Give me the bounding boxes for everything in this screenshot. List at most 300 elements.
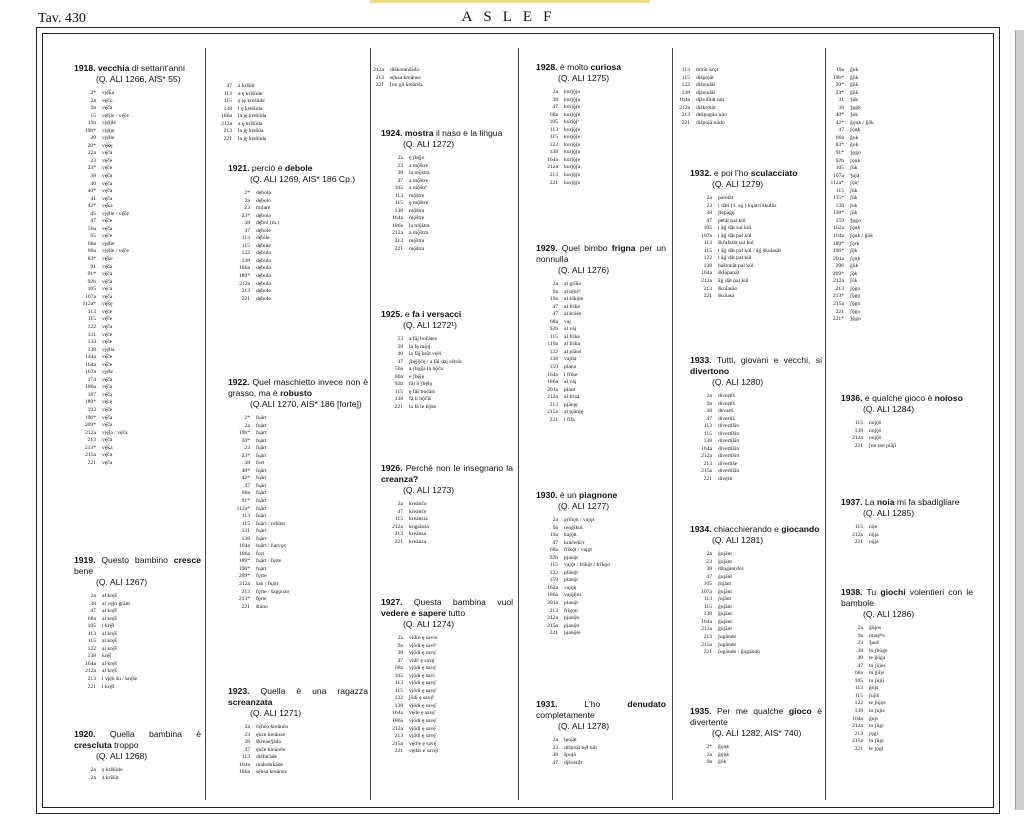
entry-number: 1925. <box>381 309 403 319</box>
locality-code: 47 <box>397 177 403 184</box>
locality-code: 115 <box>681 74 690 81</box>
locality-code: 215a <box>852 738 863 745</box>
response-row <box>690 581 822 589</box>
response-row <box>381 703 513 711</box>
dialect-form: pjānję <box>564 401 578 408</box>
locality-code: 209* <box>238 573 250 580</box>
dialect-form: i āįj dāt pal kūl <box>718 232 752 239</box>
dialect-form: l ę krešūda <box>238 105 263 112</box>
response-row <box>74 616 201 624</box>
response-row <box>536 134 666 142</box>
dialect-form: baštonāt pal kūl <box>718 262 754 269</box>
response-row <box>536 326 666 334</box>
dialect-form: ʃǫu̯k <box>850 157 861 164</box>
locality-code: 189* <box>238 558 250 565</box>
response-row <box>381 748 513 756</box>
response-row <box>822 195 972 203</box>
dialect-form: ǯǫǵk <box>850 104 861 111</box>
response-row <box>536 104 666 112</box>
response-row <box>841 738 973 746</box>
locality-code: 115 <box>703 603 712 610</box>
response-row <box>841 708 973 716</box>
locality-code: 47 <box>90 608 96 615</box>
locality-code: 131 <box>241 528 250 535</box>
dialect-form: kreānza <box>409 538 427 545</box>
locality-code: 68a <box>549 318 558 325</box>
dialect-form: tu ʃūgi <box>869 738 884 745</box>
response-row <box>228 250 368 258</box>
locality-code: 19a <box>549 296 558 303</box>
dialect-form: vīdīᵉ ę savę̄ <box>409 657 435 664</box>
dialect-form: al frīka <box>564 341 580 348</box>
locality-code: 164a <box>679 97 690 104</box>
locality-code: 186a <box>547 592 558 599</box>
response-row <box>228 596 368 604</box>
dialect-form: ʃbę̄jǭčę / a fāi daj eštrāc <box>409 358 463 365</box>
dialect-form: diškrotāt <box>696 104 716 111</box>
entry-number: 1930. <box>536 490 558 500</box>
dialect-form: a mǭštrᵉ <box>409 185 428 192</box>
response-list <box>841 625 973 753</box>
response-list <box>228 724 368 777</box>
locality-code: 68a <box>394 665 403 672</box>
dialect-form: ę̄nče kreānče <box>256 746 286 753</box>
locality-code: 31 <box>838 97 844 104</box>
locality-code: 68a <box>87 240 96 247</box>
dialect-form: planǭt <box>564 600 578 607</box>
response-row <box>841 693 973 701</box>
entry-heading <box>841 497 973 519</box>
response-row <box>536 311 666 319</box>
response-row <box>536 737 666 745</box>
response-row <box>228 769 368 777</box>
locality-code: 164a <box>85 660 96 667</box>
dialect-form: škłapanāt <box>718 270 740 277</box>
response-list <box>74 767 201 782</box>
response-row <box>822 173 972 181</box>
dialect-form: vjōdi ę savę̄ <box>409 665 436 672</box>
locality-code: 167a <box>85 369 96 376</box>
dialect-form: vę̄tjle / vę̄če <box>102 112 130 119</box>
locality-code: 164a <box>701 618 712 625</box>
locality-code: 212a <box>833 278 844 285</box>
response-row <box>690 604 822 612</box>
response-row <box>822 241 972 249</box>
dialect-form: dę̄bole <box>256 295 271 302</box>
locality-code: 212a <box>701 626 712 633</box>
response-list <box>668 67 818 127</box>
dialect-form: ǧōk <box>850 74 859 81</box>
response-row <box>74 324 201 332</box>
response-row <box>362 67 512 75</box>
response-row <box>536 532 666 540</box>
locality-code: 38 <box>552 96 558 103</box>
dialect-form: nojǭš <box>869 427 882 434</box>
dialect-form: la mǭštra <box>409 222 430 229</box>
locality-code: 212a <box>679 104 690 111</box>
dialect-form: šan / fu̯ārt <box>256 581 279 588</box>
response-row <box>536 547 666 555</box>
locality-code: 20* <box>241 437 250 444</box>
response-row <box>822 90 972 98</box>
locality-code: 138 <box>223 105 232 112</box>
response-row <box>228 558 368 566</box>
response-row <box>381 733 513 741</box>
dialect-form: dįšnudāt <box>696 89 715 96</box>
heading-text: Questa bambina vuol <box>413 597 514 607</box>
locality-code: 221 <box>87 683 96 690</box>
response-row <box>381 155 513 163</box>
locality-code: 122 <box>87 323 96 330</box>
dialect-form: to ʃbūǵe <box>869 647 888 654</box>
response-row <box>228 228 368 236</box>
response-row <box>536 164 666 172</box>
response-row <box>74 128 201 136</box>
response-row <box>74 601 201 609</box>
dialect-form: ʃǫgi <box>869 730 879 737</box>
dialect-form: kreānsia <box>409 516 428 523</box>
source-reference: (Q. ALI 1275) <box>558 73 610 83</box>
locality-code: 80a <box>87 248 96 255</box>
locality-code: 47 <box>397 508 403 515</box>
locality-code: 213 <box>375 74 384 81</box>
dialect-form: kurjǭʃe <box>564 111 581 118</box>
dialect-form: dįšvilītāt nūt <box>696 97 725 104</box>
response-row <box>74 188 201 196</box>
dialect-form: fu̯ārt / ñarvǫs <box>256 543 286 550</box>
response-row <box>841 539 973 547</box>
locality-code: 2a <box>706 195 712 201</box>
headword: creanza? <box>381 474 419 484</box>
response-row <box>381 539 513 547</box>
locality-code: 105 <box>549 119 558 126</box>
locality-code: 107a <box>833 172 844 179</box>
locality-code: 115 <box>87 316 96 323</box>
locality-code: 112a* <box>82 301 96 308</box>
response-row <box>536 127 666 135</box>
dialect-form: dišfaťāde <box>256 754 278 761</box>
response-row <box>74 676 201 684</box>
dialect-form: kreānčo <box>409 501 427 507</box>
response-list <box>381 155 513 253</box>
dialect-form: kreānsa <box>409 531 427 538</box>
dialect-form: al krę̄š <box>102 668 117 675</box>
dialect-form: al frīke <box>564 303 580 310</box>
headword: vedere e sapere <box>381 608 446 618</box>
dialect-form: vę̄ča <box>102 271 113 278</box>
locality-code: 138 <box>703 611 712 618</box>
locality-code: 2a <box>90 593 96 599</box>
source-reference: (Q. ALI 1272¹) <box>403 320 457 330</box>
response-row <box>536 745 666 753</box>
locality-code: 213 <box>223 128 232 135</box>
locality-code: 115 <box>854 692 863 699</box>
dialect-form: vę̄ča <box>102 173 113 180</box>
response-row <box>690 596 822 604</box>
locality-code: 113 <box>681 67 690 73</box>
heading-text: e qualche gioco è <box>864 393 935 403</box>
response-row <box>841 625 973 633</box>
dialect-form: vę̄če <box>102 233 113 240</box>
response-row <box>210 106 360 114</box>
source-reference: (Q. ALI 1281) <box>712 535 764 545</box>
entry-1930 <box>536 490 666 638</box>
response-row <box>74 181 201 189</box>
locality-code: 115 <box>703 247 712 254</box>
dialect-form: vę̄ča <box>102 225 113 232</box>
response-row <box>841 428 973 436</box>
locality-code: 68a <box>87 615 96 622</box>
dialect-form: vę̄ča <box>102 195 113 202</box>
response-row <box>74 646 201 654</box>
dialect-form: vajǭlint <box>564 592 582 599</box>
dialect-form: vę̄če <box>102 316 113 323</box>
dialect-form: la mǭstra <box>409 170 430 177</box>
dialect-form: al krę̄š <box>102 638 117 645</box>
response-row <box>381 509 513 517</box>
response-row <box>690 759 822 767</box>
response-row <box>381 524 513 532</box>
entry-heading <box>536 62 666 84</box>
response-row <box>690 461 822 469</box>
dialect-form: ʃǫu̯k <box>850 127 861 134</box>
response-row <box>74 203 201 211</box>
response-row <box>381 178 513 186</box>
response-row <box>74 422 201 430</box>
heading-text: il naso e la lingua <box>433 128 503 138</box>
response-row <box>536 142 666 150</box>
dialect-form: fu̯ārt <box>256 467 267 474</box>
locality-code: 221 <box>549 630 558 637</box>
response-list <box>841 524 973 547</box>
dialect-form: ʃogāndo / ǧogāndo <box>718 649 760 656</box>
locality-code: 113 <box>703 240 712 247</box>
locality-code: 20* <box>87 142 96 149</box>
locality-code: 83* <box>87 256 96 263</box>
source-reference: (Q. ALI 1267) <box>96 577 148 587</box>
response-row <box>228 739 368 747</box>
locality-code: 213 <box>549 607 558 614</box>
locality-code: 68a <box>549 547 558 554</box>
dialect-form: fu̯ārt <box>256 437 267 444</box>
entry-1923 <box>228 686 368 777</box>
dialect-form: kurjǭʃa <box>564 149 581 156</box>
dialect-form: al vę̄jn grānt <box>102 600 130 607</box>
dialect-form: pjanǭn <box>564 622 580 629</box>
locality-code: 186a <box>239 265 250 272</box>
dialect-form: al vāj <box>564 326 577 333</box>
locality-code: 40* <box>87 188 96 195</box>
entry-number: 1936. <box>841 393 863 403</box>
dialect-form: l fīfa <box>564 416 575 423</box>
locality-code: 38 <box>244 220 250 227</box>
locality-code: 212a <box>239 581 250 588</box>
response-row <box>381 643 513 651</box>
entry-heading <box>536 243 666 276</box>
locality-code: 19b* <box>238 430 250 437</box>
locality-code: 221 <box>703 649 712 656</box>
locality-code: 47 <box>552 303 558 310</box>
dialect-form: nǭe <box>869 524 878 530</box>
locality-code: 2a <box>857 625 863 631</box>
locality-code: 213 <box>394 238 403 245</box>
response-row <box>668 67 818 75</box>
dialect-form: vę̄ča <box>102 384 113 391</box>
dialect-form: fāj li ʃbę̄lǫ <box>409 381 433 388</box>
locality-code: 138 <box>835 202 844 209</box>
dialect-form: vę̄ca <box>102 286 113 293</box>
dialect-form: vę̄če <box>102 218 113 225</box>
response-row <box>690 416 822 424</box>
response-row <box>74 452 201 460</box>
locality-code: 19b* <box>832 74 844 81</box>
entry-number: 1920. <box>74 729 96 739</box>
locality-code: 186a <box>239 769 250 776</box>
dialect-form: fǫrte <box>256 596 267 603</box>
dialect-form: al vāj <box>564 379 577 386</box>
dialect-form: ʃǭgo <box>850 285 861 292</box>
dialect-form: divertīšin <box>718 468 740 475</box>
response-row <box>381 710 513 718</box>
heading-text: Quella bambina è <box>109 729 201 739</box>
locality-code: 38 <box>838 104 844 111</box>
locality-code: 213* <box>832 293 844 300</box>
response-row <box>228 490 368 498</box>
locality-code: 213 <box>854 730 863 737</box>
response-row <box>536 89 666 97</box>
dialect-form: dę̄bula <box>256 257 271 264</box>
headword: robusto <box>280 388 313 398</box>
locality-code: 221* <box>832 316 844 323</box>
locality-code: 38 <box>244 460 250 467</box>
locality-code: 2a <box>706 751 712 758</box>
dialect-form: mǭštre <box>409 192 425 199</box>
response-row <box>228 498 368 506</box>
locality-code: 122 <box>549 569 558 576</box>
locality-code: 2a <box>244 422 250 429</box>
dialect-form: vę̄de ę savę̄ <box>409 710 435 717</box>
entry-1928 <box>536 62 666 187</box>
dialect-form: ǧōk <box>850 82 859 89</box>
response-list <box>381 501 513 546</box>
response-row <box>381 501 513 509</box>
entry-heading <box>381 128 513 150</box>
locality-code: 221 <box>375 82 384 89</box>
locality-code: 9a <box>552 524 558 531</box>
dialect-form: vję̄ḱa <box>102 90 115 96</box>
dialect-form: divertīš <box>718 400 735 407</box>
locality-code: 164a <box>392 710 403 717</box>
dialect-form: ǯǫǵo <box>850 150 861 157</box>
response-row <box>74 90 201 98</box>
locality-code: 186a <box>85 384 96 391</box>
entry-heading <box>74 555 201 588</box>
locality-code: 122 <box>87 645 96 652</box>
locality-code: 22a <box>87 150 96 157</box>
locality-code: 115 <box>549 134 558 141</box>
response-row <box>822 127 972 135</box>
source-reference: (Q. ALI 1280) <box>712 377 764 387</box>
response-row <box>690 619 822 627</box>
locality-code: 2a <box>397 501 403 507</box>
dialect-form: l frīke <box>564 371 578 378</box>
entry-number: 1935. <box>690 706 712 716</box>
response-row <box>381 635 513 643</box>
locality-code: 138* <box>832 210 844 217</box>
response-row <box>841 420 973 428</box>
response-row <box>690 551 822 559</box>
dialect-form: vę̄ča <box>102 150 113 157</box>
locality-code: 83* <box>835 142 844 149</box>
locality-code: 2a <box>244 197 250 204</box>
headword: piagnone <box>579 490 618 500</box>
dialect-form: āįj dāt pal kūl <box>718 278 749 285</box>
dialect-form: dę̄bole <box>256 227 271 234</box>
dialect-form: al krę̄š <box>102 660 117 667</box>
header-accent <box>370 0 650 3</box>
response-row <box>228 506 368 514</box>
response-row <box>74 105 201 113</box>
response-row <box>822 165 972 173</box>
locality-code: 212a <box>373 67 384 73</box>
locality-code: 212a <box>392 725 403 732</box>
response-row <box>228 430 368 438</box>
dialect-form: vję̄tję <box>102 127 115 134</box>
response-row <box>228 732 368 740</box>
response-row <box>690 649 822 657</box>
locality-code: 47 <box>226 83 232 89</box>
locality-code: 23* <box>835 89 844 96</box>
dialect-form: al krę̄š <box>102 615 117 622</box>
response-row <box>822 67 972 75</box>
response-row <box>822 112 972 120</box>
response-row <box>690 240 822 248</box>
locality-code: 105 <box>394 185 403 192</box>
response-list <box>536 89 666 187</box>
heading-text: e <box>404 309 413 319</box>
locality-code: 138 <box>394 702 403 709</box>
dialect-form: vę̄ča <box>102 278 113 285</box>
dialect-form: jōdi ę savę̄ʳ <box>409 695 435 702</box>
locality-code: 115 <box>549 333 558 340</box>
headword: sculacciato <box>750 168 798 178</box>
response-row <box>822 263 972 271</box>
dialect-form: te ǧōǵa <box>869 655 886 662</box>
response-row <box>690 476 822 484</box>
entry-heading <box>74 63 201 85</box>
heading-text: troppo <box>111 740 139 750</box>
dialect-form: ǧuk <box>850 67 859 73</box>
response-row <box>690 263 822 271</box>
dialect-form: mǭštra <box>409 238 425 245</box>
dialect-form: vę̄ča <box>102 323 113 330</box>
response-row <box>381 193 513 201</box>
response-row <box>228 288 368 296</box>
locality-code: 221 <box>394 245 403 252</box>
locality-code: 23 <box>244 205 250 212</box>
dialect-form: divertīšin <box>718 423 740 430</box>
locality-code: 2a <box>552 89 558 95</box>
dialect-form: te ʃǫgi <box>869 745 884 752</box>
response-row <box>690 195 822 203</box>
response-row <box>690 626 822 634</box>
locality-code: 47 <box>397 657 403 664</box>
response-row <box>381 665 513 673</box>
response-row <box>536 172 666 180</box>
response-row <box>536 334 666 342</box>
locality-code: 215a <box>833 300 844 307</box>
locality-code: 2* <box>244 415 250 421</box>
